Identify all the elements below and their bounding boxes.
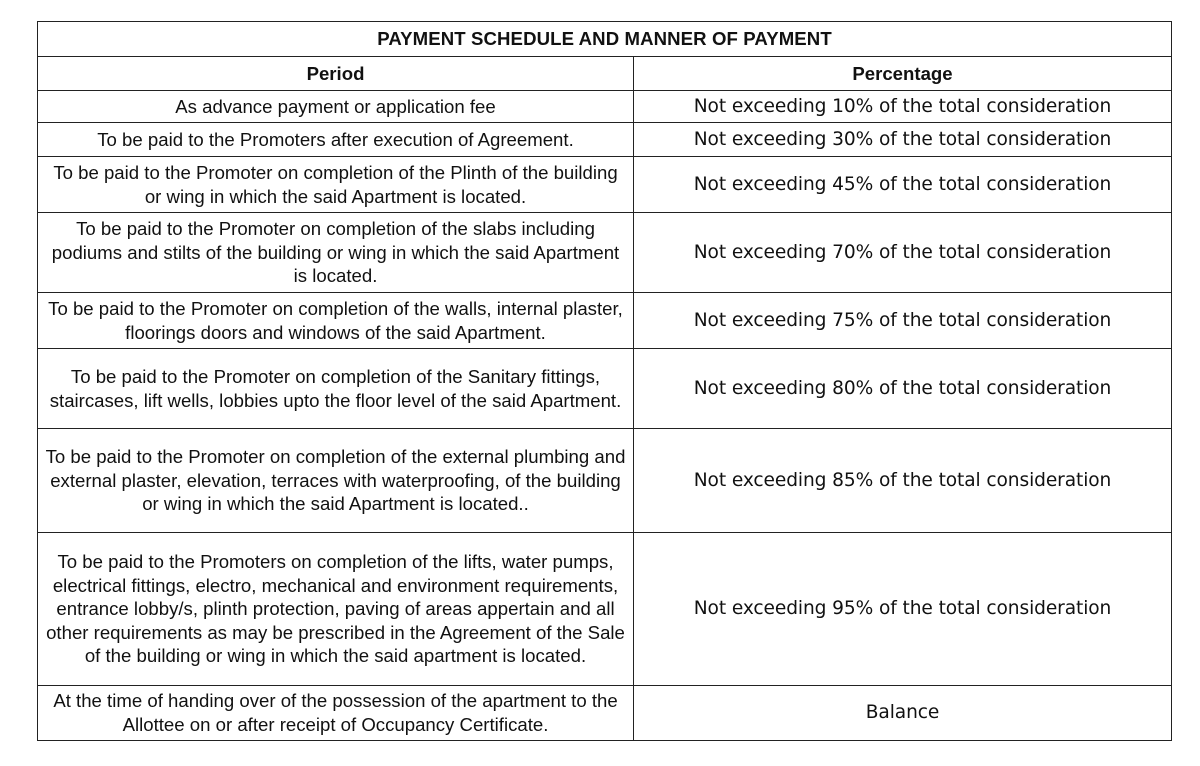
period-cell: To be paid to the Promoters after execution of Agreement. [38,123,634,157]
percentage-cell: Not exceeding 70% of the total consideration [634,213,1172,293]
period-cell: To be paid to the Promoters on completion of the lifts, water pumps, electrical fittings, electro, mechanical and environment requirements, entrance lobby/s, plinth protection, paving of areas appertain and all other requirements as may be prescribed in the Agreement of the Sale of the building or wing in which the said apartment is located. [38,533,634,686]
header-row [38,57,1172,91]
table-row [38,157,1172,213]
payment-schedule-table [37,21,1172,741]
title-row [38,22,1172,57]
percentage-cell: Not exceeding 80% of the total consideration [634,349,1172,429]
table-row [38,429,1172,533]
table-title: PAYMENT SCHEDULE AND MANNER OF PAYMENT [38,22,1172,57]
period-cell: To be paid to the Promoter on completion of the Sanitary fittings, staircases, lift wells, lobbies upto the floor level of the said Apartment. [38,349,634,429]
column-header-percentage: Percentage [634,57,1172,91]
table-row [38,123,1172,157]
percentage-cell: Not exceeding 85% of the total consideration [634,429,1172,533]
percentage-cell: Balance [634,686,1172,741]
period-cell: To be paid to the Promoter on completion of the Plinth of the building or wing in which the said Apartment is located. [38,157,634,213]
table-row [38,293,1172,349]
table-row [38,213,1172,293]
period-cell: To be paid to the Promoter on completion of the walls, internal plaster, floorings doors and windows of the said Apartment. [38,293,634,349]
column-header-period: Period [38,57,634,91]
table-row [38,91,1172,123]
table-row [38,349,1172,429]
table-row [38,533,1172,686]
percentage-cell: Not exceeding 10% of the total consideration [634,91,1172,123]
percentage-cell: Not exceeding 75% of the total consideration [634,293,1172,349]
percentage-cell: Not exceeding 45% of the total consideration [634,157,1172,213]
percentage-cell: Not exceeding 30% of the total consideration [634,123,1172,157]
table-row [38,686,1172,741]
percentage-cell: Not exceeding 95% of the total consideration [634,533,1172,686]
period-cell: To be paid to the Promoter on completion of the slabs including podiums and stilts of the building or wing in which the said Apartment is located. [38,213,634,293]
period-cell: To be paid to the Promoter on completion of the external plumbing and external plaster, elevation, terraces with waterproofing, of the building or wing in which the said Apartment is located.. [38,429,634,533]
period-cell: At the time of handing over of the possession of the apartment to the Allottee on or after receipt of Occupancy Certificate. [38,686,634,741]
period-cell: As advance payment or application fee [38,91,634,123]
